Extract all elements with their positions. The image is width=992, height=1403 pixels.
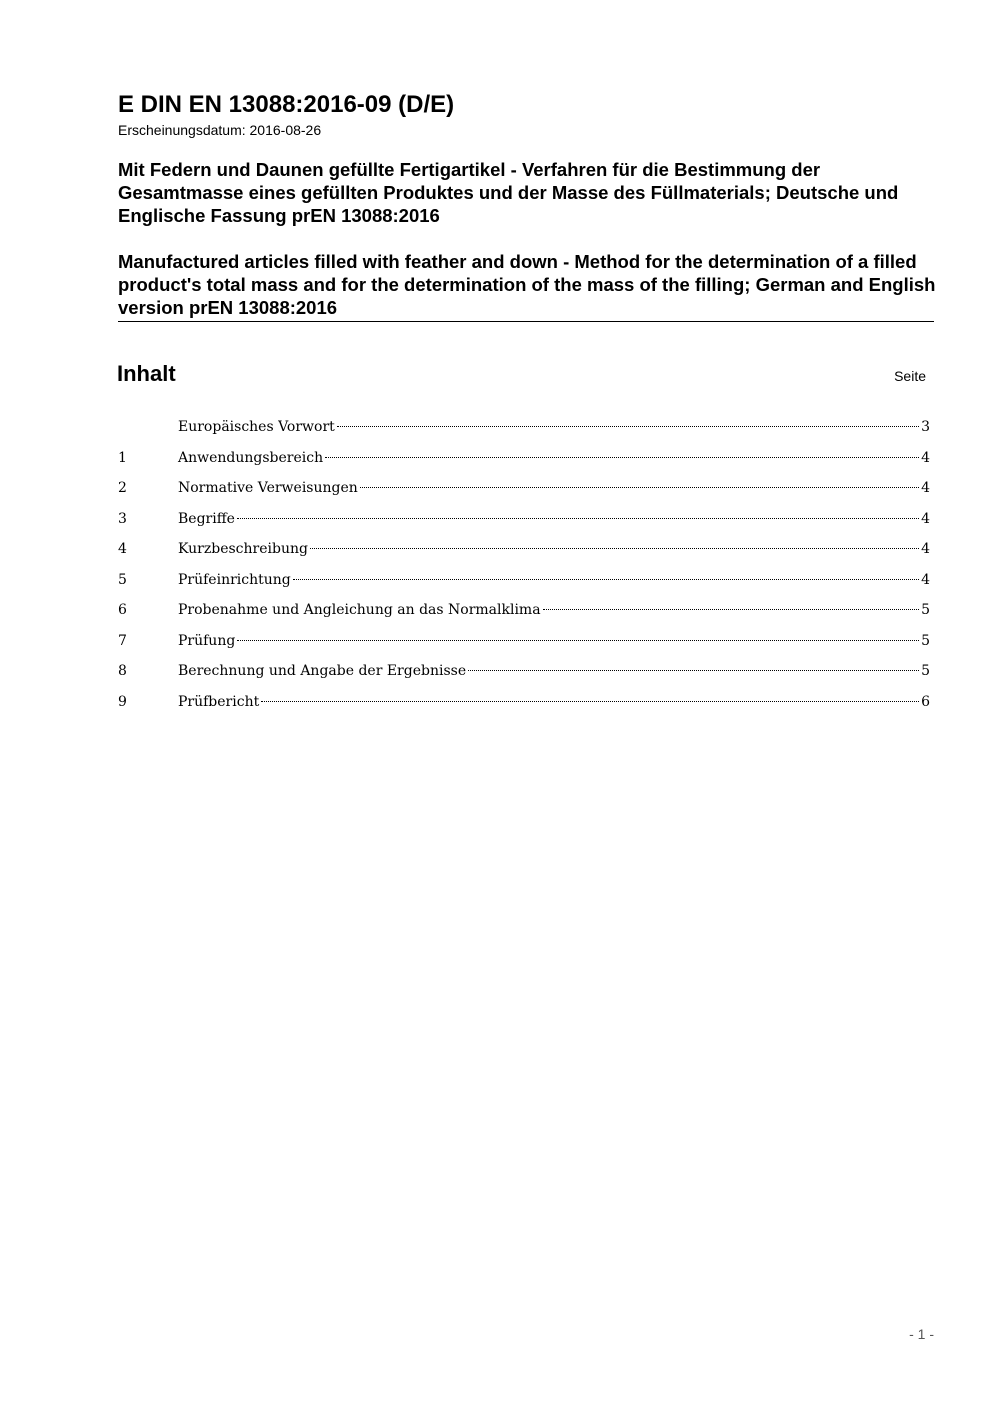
toc-entry-9[interactable] — [118, 692, 930, 723]
toc-entry-8[interactable] — [118, 661, 930, 692]
toc-entry-number: 7 — [118, 632, 127, 649]
toc-entry-title: Prüfeinrichtung — [178, 571, 291, 588]
toc-entry-title: Europäisches Vorwort — [178, 419, 335, 435]
toc-entry-page: 5 — [921, 632, 930, 649]
toc-dot-leader — [310, 548, 919, 549]
toc-entry-page: 4 — [921, 571, 930, 588]
toc-dot-leader — [293, 579, 919, 580]
toc-entry-page: 4 — [921, 541, 930, 557]
toc-entry-number: 2 — [118, 480, 127, 496]
toc-entry-title: Prüfung — [178, 632, 236, 649]
toc-entry-title: Probenahme und Angleichung an das Normalklima — [178, 602, 541, 618]
toc-entry-2[interactable] — [118, 478, 930, 509]
toc-heading: Inhalt — [117, 361, 176, 386]
toc-entry-page: 4 — [921, 480, 930, 496]
toc-entry-title: Anwendungsbereich — [178, 449, 324, 466]
toc-dot-leader — [337, 426, 919, 427]
toc-page-column-label: Seite — [894, 368, 926, 384]
toc-entry-number: 8 — [118, 663, 127, 679]
toc-entry-5[interactable] — [118, 570, 930, 601]
toc-dot-leader — [237, 640, 919, 641]
toc-dot-leader — [468, 670, 919, 671]
title-english: Manufactured articles filled with feather and down - Method for the determination of a filled product's total mass and for the determination of the mass of the filling; German and English version prEN 13088:2016 — [118, 251, 936, 318]
toc-entry-number: 9 — [118, 693, 127, 710]
toc-entry-page: 4 — [921, 510, 930, 527]
toc-entry-title: Begriffe — [178, 510, 235, 527]
toc-entry-number: 4 — [118, 541, 127, 557]
toc-entry-title: Berechnung und Angabe der Ergebnisse — [178, 663, 467, 679]
toc-entry-title: Normative Verweisungen — [178, 480, 358, 496]
toc-entry-page: 4 — [921, 449, 930, 466]
toc-entry-7[interactable] — [118, 631, 930, 662]
toc-entry-page: 5 — [921, 602, 930, 618]
document-id: E DIN EN 13088:2016-09 (D/E) — [118, 91, 455, 118]
toc-entry-page: 3 — [921, 419, 930, 435]
toc-entry-title: Kurzbeschreibung — [178, 541, 308, 557]
toc-dot-leader — [543, 609, 920, 610]
toc-dot-leader — [261, 701, 919, 702]
toc-entry-1[interactable] — [118, 448, 930, 479]
toc-entry-page: 5 — [921, 663, 930, 679]
toc-dot-leader — [237, 518, 919, 519]
toc-entry-6[interactable] — [118, 600, 930, 631]
page-number: - 1 - — [909, 1326, 934, 1342]
toc-entry-page: 6 — [921, 693, 930, 710]
toc-dot-leader — [360, 487, 919, 488]
title-divider — [118, 321, 934, 322]
toc-entry-number: 6 — [118, 602, 127, 618]
toc-entry-number: 5 — [118, 571, 127, 588]
toc-dot-leader — [325, 457, 919, 458]
toc-entry-foreword[interactable] — [118, 417, 930, 448]
table-of-contents — [118, 417, 930, 722]
toc-entry-title: Prüfbericht — [178, 693, 260, 710]
toc-entry-4[interactable] — [118, 539, 930, 570]
toc-entry-number: 3 — [118, 510, 127, 527]
toc-entry-3[interactable] — [118, 509, 930, 540]
title-german: Mit Federn und Daunen gefüllte Fertigartikel - Verfahren für die Bestimmung der Gesamtmasse eines gefüllten Produktes und der Masse des Füllmaterials; Deutsche und Englische Fassung prEN 13088:2016 — [118, 159, 899, 226]
toc-entry-number: 1 — [118, 449, 127, 466]
publication-date: Erscheinungsdatum: 2016-08-26 — [118, 122, 322, 138]
